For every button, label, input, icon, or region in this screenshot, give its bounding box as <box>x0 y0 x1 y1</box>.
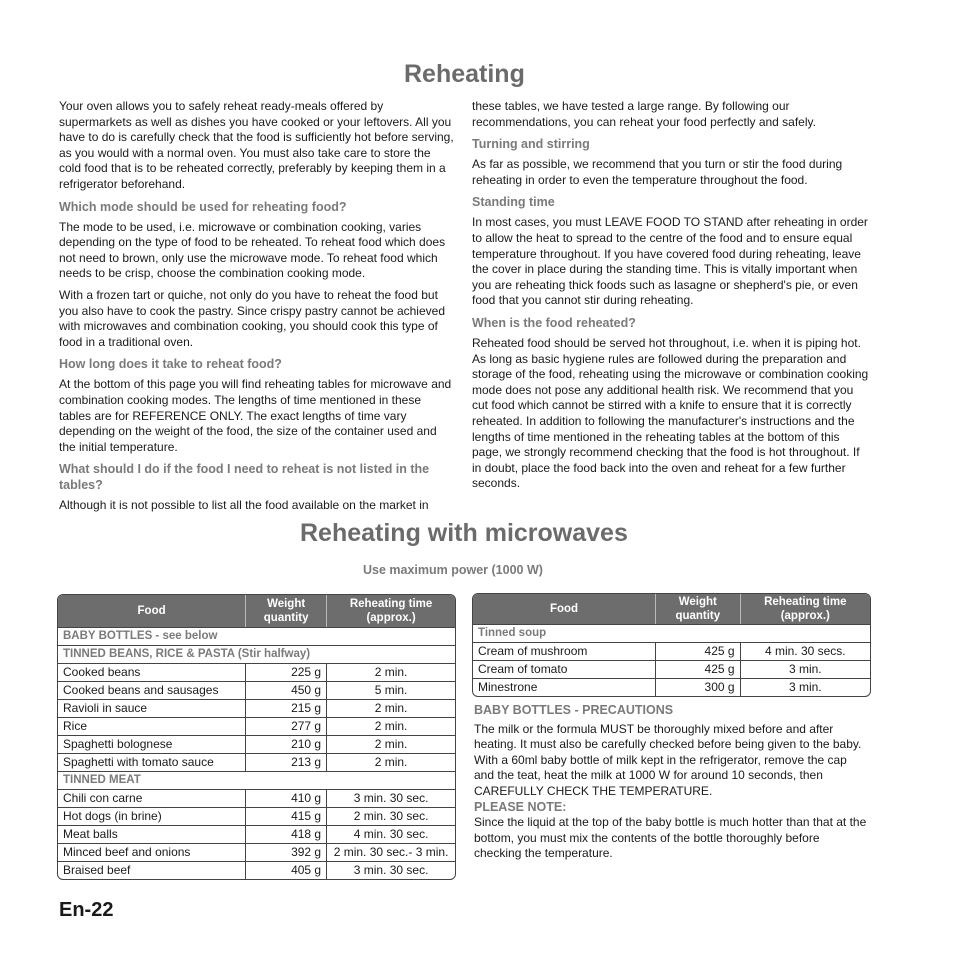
header-weight: Weight quantity <box>656 594 741 624</box>
cell-time: 2 min. <box>327 753 455 771</box>
cell-food: Cooked beans <box>58 663 246 681</box>
cell-food: Cooked beans and sausages <box>58 681 246 699</box>
paragraph: In most cases, you must LEAVE FOOD TO STAND after reheating in order to allow the heat to spread to the centre of the food and to ensure equal temperature throughout. If you have covered food during reheating, leave the cover in place during the standing time. This is vitally important when you are reheating thick foods such as lasagne or shepherd's pie, or even food that you cannot stir during reheating. <box>472 215 868 308</box>
table-row <box>58 735 455 753</box>
cell-time: 2 min. 30 sec. <box>327 807 455 825</box>
reheating-table-right <box>472 593 871 697</box>
section-label: TINNED MEAT <box>58 771 455 789</box>
cell-weight: 300 g <box>656 678 741 696</box>
section-heading: When is the food reheated? <box>472 315 636 330</box>
cell-weight: 210 g <box>246 735 327 753</box>
paragraph: Reheated food should be served hot throughout, i.e. when it is piping hot. As long as basic hygiene rules are followed during the preparation and storage of the food, reheating using the microwave or combination cooking mode does not pose any additional health risk. We recommend that you cut food which cannot be stirred with a knife to ensure that it is correctly reheated. In addition to following the manufacturer's instructions and the lengths of time mentioned in the reheating tables at the bottom of this page, we strongly recommend checking that the food is hot throughout. If in doubt, place the food back into the oven and reheat for a few further seconds. <box>472 335 869 491</box>
cell-time: 2 min. <box>327 735 455 753</box>
left-text-column <box>59 99 455 520</box>
header-time: Reheating time (approx.) <box>741 594 870 624</box>
paragraph: As far as possible, we recommend that you turn or stir the food during reheating in order to even the temperature throughout the food. <box>472 157 843 187</box>
cell-weight: 405 g <box>246 861 327 879</box>
section-label: BABY BOTTLES - see below <box>58 627 455 645</box>
table-section-row <box>58 771 455 789</box>
cell-time: 2 min. <box>327 663 455 681</box>
paragraph: The milk or the formula MUST be thoroughly mixed before and after heating. It must also be carefully checked before being given to the baby. <box>474 721 862 752</box>
cell-time: 3 min. 30 sec. <box>327 789 455 807</box>
section-heading: Standing time <box>472 195 555 210</box>
power-setting: Use maximum power (1000 W) <box>363 563 543 577</box>
paragraph: Your oven allows you to safely reheat ready-meals offered by supermarkets as well as dishes you have cooked or your leftovers. All you have to do is carefully check that the food is sufficiently hot before serving, as you would with a normal oven. You must also take care to store the cold food that is to be reheated correctly, preferably by keeping them in a refrigerator beforehand. <box>59 99 454 191</box>
table-row <box>58 825 455 843</box>
section-label: TINNED BEANS, RICE & PASTA (Stir halfway) <box>58 645 455 663</box>
table-row <box>58 807 455 825</box>
paragraph: At the bottom of this page you will find reheating tables for microwave and combination cooking modes. The lengths of time mentioned in these tables are for REFERENCE ONLY. The exact lengths of time vary depending on the weight of the food, the size of the container used and the initial temperature. <box>59 377 452 454</box>
cell-food: Spaghetti bolognese <box>58 735 246 753</box>
cell-time: 5 min. <box>327 681 455 699</box>
header-food: Food <box>473 594 656 624</box>
cell-weight: 277 g <box>246 717 327 735</box>
cell-food: Spaghetti with tomato sauce <box>58 753 246 771</box>
table-row <box>473 678 870 696</box>
cell-food: Chili con carne <box>58 789 246 807</box>
baby-bottles-heading: BABY BOTTLES - PRECAUTIONS <box>474 703 674 717</box>
cell-weight: 450 g <box>246 681 327 699</box>
paragraph: The mode to be used, i.e. microwave or combination cooking, varies depending on the type of food to be reheated. To reheat food which does not need to brown, only use the microwave mode. To reheat food which needs to be crisp, choose the combination cooking mode. <box>59 219 446 281</box>
cell-time: 4 min. 30 sec. <box>327 825 455 843</box>
cell-weight: 410 g <box>246 789 327 807</box>
table-section-row <box>58 645 455 663</box>
cell-time: 3 min. <box>741 678 870 696</box>
cell-weight: 418 g <box>246 825 327 843</box>
section-heading: Turning and stirring <box>472 137 590 152</box>
reheating-table-left <box>57 594 456 880</box>
header-time: Reheating time (approx.) <box>327 595 455 627</box>
cell-time: 3 min. <box>741 660 870 678</box>
paragraph: these tables, we have tested a large range. By following our recommendations, you can reheat your food perfectly and safely. <box>472 99 816 129</box>
table-row <box>58 861 455 879</box>
cell-food: Cream of mushroom <box>473 642 656 660</box>
section-heading: How long does it take to reheat food? <box>59 357 282 372</box>
paragraph: With a 60ml baby bottle of milk kept in the refrigerator, remove the cap and the teat, heat the milk at 1000 W for around 10 seconds, then CAREFULLY CHECK THE TEMPERATURE. <box>474 752 847 798</box>
table-row <box>58 753 455 771</box>
right-text-column <box>472 99 870 498</box>
cell-food: Cream of tomato <box>473 660 656 678</box>
cell-time: 2 min. <box>327 717 455 735</box>
table-row <box>58 699 455 717</box>
cell-time: 4 min. 30 secs. <box>741 642 870 660</box>
cell-weight: 425 g <box>656 660 741 678</box>
cell-weight: 415 g <box>246 807 327 825</box>
section-heading: Which mode should be used for reheating food? <box>59 199 347 214</box>
cell-food: Minestrone <box>473 678 656 696</box>
baby-bottles-precautions <box>474 703 870 862</box>
header-food: Food <box>58 595 246 627</box>
paragraph: With a frozen tart or quiche, not only do you have to reheat the food but you also have to cook the pastry. Since crispy pastry cannot be achieved with microwaves and combination cooking, you should cook this type of food in a traditional oven. <box>59 287 445 349</box>
cell-time: 2 min. 30 sec.- 3 min. <box>327 843 455 861</box>
table-row <box>58 663 455 681</box>
table-row <box>58 681 455 699</box>
table-row <box>473 642 870 660</box>
cell-weight: 392 g <box>246 843 327 861</box>
page-title: Reheating <box>404 60 525 88</box>
table-row <box>58 789 455 807</box>
section-label: Tinned soup <box>473 624 870 642</box>
cell-weight: 225 g <box>246 663 327 681</box>
cell-time: 2 min. <box>327 699 455 717</box>
table-row <box>58 843 455 861</box>
table-row <box>473 660 870 678</box>
cell-time: 3 min. 30 sec. <box>327 861 455 879</box>
cell-weight: 425 g <box>656 642 741 660</box>
cell-food: Minced beef and onions <box>58 843 246 861</box>
cell-food: Rice <box>58 717 246 735</box>
page-number: En-22 <box>59 899 114 921</box>
header-weight: Weight quantity <box>246 595 327 627</box>
cell-food: Hot dogs (in brine) <box>58 807 246 825</box>
section-title-microwaves: Reheating with microwaves <box>300 519 628 547</box>
table-section-row <box>58 627 455 645</box>
please-note-heading: PLEASE NOTE: <box>474 799 567 814</box>
paragraph: Since the liquid at the top of the baby bottle is much hotter than that at the bottom, you must mix the contents of the bottle thoroughly before checking the temperature. <box>474 815 867 861</box>
cell-food: Meat balls <box>58 825 246 843</box>
paragraph: Although it is not possible to list all the food available on the market in <box>59 498 429 513</box>
cell-food: Braised beef <box>58 861 246 879</box>
cell-weight: 213 g <box>246 753 327 771</box>
section-heading: What should I do if the food I need to reheat is not listed in the tables? <box>59 462 430 493</box>
cell-weight: 215 g <box>246 699 327 717</box>
table-row <box>58 717 455 735</box>
cell-food: Ravioli in sauce <box>58 699 246 717</box>
table-section-row <box>473 624 870 642</box>
